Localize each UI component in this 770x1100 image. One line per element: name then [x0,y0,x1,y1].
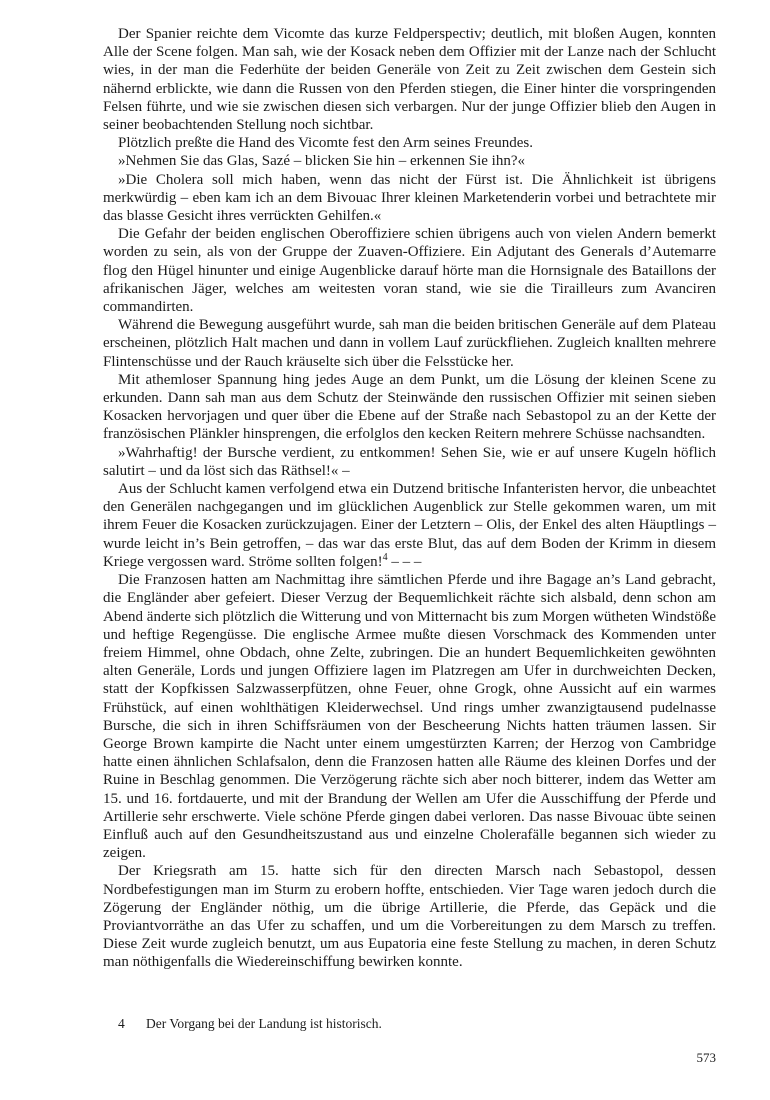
page-number: 573 [696,1050,716,1065]
paragraph: Mit athemloser Spannung hing jedes Auge an dem Punkt, um die Lösung der kleinen Scene zu erkunden. Dann sah man aus dem Schutz der Steinwände den russischen Offizier mit seinen sieben Kosacken hervorjagen und quer über die Ebene auf der Straße nach Sebastopol zu an der Kette der französischen Plänkler hinsprengen, die erfolglos den kecken Reitern mehrere Schüsse nachsandten. [103,371,716,443]
paragraph: Während die Bewegung ausgeführt wurde, sah man die beiden britischen Generäle auf dem Plateau erscheinen, plötzlich Halt machen und dann in vollem Lauf zurückfliehen. Zugleich knallten mehrere Flintenschüsse und der Rauch kräuselte sich über die Felsstücke her. [103,317,716,370]
paragraph: Der Kriegsrath am 15. hatte sich für den directen Marsch nach Sebastopol, dessen Nordbefestigungen man im Sturm zu erobern hoffte, entschieden. Vier Tage waren jedoch durch die Zögerung der Engländer nöthig, um die übrige Artillerie, die Pferde, das Gepäck und die Proviantvorräthe an das Ufer zu schaffen, und um die Vorbereitungen zu dem Marsch zu treffen. Diese Zeit wurde zugleich benutzt, um aus Eupatoria eine feste Stellung zu machen, in deren Schutz man nöthigenfalls die Wiedereinschiffung bewirken konnte. [103,863,716,971]
paragraph: »Wahrhaftig! der Bursche verdient, zu entkommen! Sehen Sie, wie er auf unsere Kugeln höflich salutirt – und da löst sich das Räthsel!« – [103,444,716,479]
footnote-ref: 4 [382,551,388,563]
paragraph: Der Spanier reichte dem Vicomte das kurze Feldperspectiv; deutlich, mit bloßen Augen, konnten Alle der Scene folgen. Man sah, wie der Kosack neben dem Offizier mit der Lanze nach der Schlucht wies, in der man die Federhüte der beiden Generäle von Zeit zu Zeit zwischen dem Gestein sich nähernd erblickte, wie dann die Russen von den Pferden stiegen, die Einer hinter die vorspringenden Felsen führte, und wie sie zwischen diesen sich verbargen. Nur der junge Offizier blieb den Augen in seiner beobachtenden Stellung noch sichtbar. [103,26,716,134]
paragraph: »Nehmen Sie das Glas, Sazé – blicken Sie hin – erkennen Sie ihn?« [118,153,525,170]
footnote-text: Der Vorgang bei der Landung ist historisch. [146,1016,382,1031]
paragraph: Plötzlich preßte die Hand des Vicomte fest den Arm seines Freundes. [118,135,533,152]
paragraph: Die Franzosen hatten am Nachmittag ihre sämtlichen Pferde und ihre Bagage an’s Land gebracht, die Engländer aber gefeiert. Dieser Verzug der Bequemlichkeit rächte sich alsbald, denn schon am Abend änderte sich plötzlich die Witterung und von Mitternacht bis zum Morgen wütheten Windstöße und heftige Regengüsse. Die englische Armee mußte diesen Vorschmack des Kommenden unter freiem Himmel, ohne Obdach, ohne Zelte, zubringen. Die an hundert Bequemlichkeiten gewöhnten alten Generäle, Lords und jungen Offiziere lagen im Platzregen am Ufer in durchweichten Decken, statt der Kopfkissen Salzwasserpfützen, ohne Feuer, ohne Grogk, ohne Aussicht auf ein warmes Frühstück, auf einen wohlthätigen Kleiderwechsel. Und rings umher zwanzigtausend pudelnasse Bursche, die sich in ihren Schiffsräumen von der Bescheerung Nichts hatten träumen lassen. Sir George Brown kampirte die Nacht unter einem umgestürzten Karren; der Herzog von Cambridge hatte einen ähnlichen Schlafsalon, denn die Franzosen hatten alle Räume des kleinen Dorfes und der Ruine in Beschlag genommen. Die Verzögerung rächte sich aber noch bitterer, indem das Wetter am 15. und 16. fortdauerte, und mit der Brandung der Wellen am Ufer die Ausschiffung der Pferde und Artillerie sehr erschwerte. Viele schöne Pferde gingen dabei verloren. Das nasse Bivouac übte seinen Einfluß auch auf den Gesundheitszustand aus und einzelne Cholerafälle begannen sich wieder zu zeigen. [103,572,716,862]
paragraph-text: Aus der Schlucht kamen verfolgend etwa ein Dutzend britische Infanteristen hervor, die unbeachtet den Generälen nachgegangen und im glücklichen Augenblick zur Stelle gekommen waren, um mit ihrem Feuer die Kosacken zurückzujagen. Einer der Letztern – Olis, der Enkel des alten Häuptlings – wurde leicht in’s Bein getroffen, – das war das erste Blut, das auf dem Boden der Krimm in diesem Kriege vergossen ward. Ströme sollten folgen! [103,481,716,570]
paragraph [103,480,716,571]
paragraph-text: – – – [387,553,422,570]
paragraph: »Die Cholera soll mich haben, wenn das nicht der Fürst ist. Die Ähnlichkeit ist übrigens merkwürdig – eben kam ich an dem Bivouac Ihrer kleinen Marketenderin vorbei und betrachtete mir das blasse Gesicht ihres verrückten Gehilfen.« [103,171,716,225]
paragraph: Die Gefahr der beiden englischen Oberoffiziere schien übrigens auch von vielen Andern bemerkt worden zu sein, als von der Gruppe der Zuaven-Offiziere. Ein Adjutant des Generals d’Autemarre flog den Hügel hinunter und einige Augenblicke darauf hörte man die Hornsignale des Bataillons der afrikanischen Jäger, welches am weitesten voran stand, wie sie die Tirailleurs zum Avanciren commandirten. [103,226,716,316]
body-text [103,25,716,972]
footnote [103,1015,716,1032]
footnote-number: 4 [118,1016,125,1031]
